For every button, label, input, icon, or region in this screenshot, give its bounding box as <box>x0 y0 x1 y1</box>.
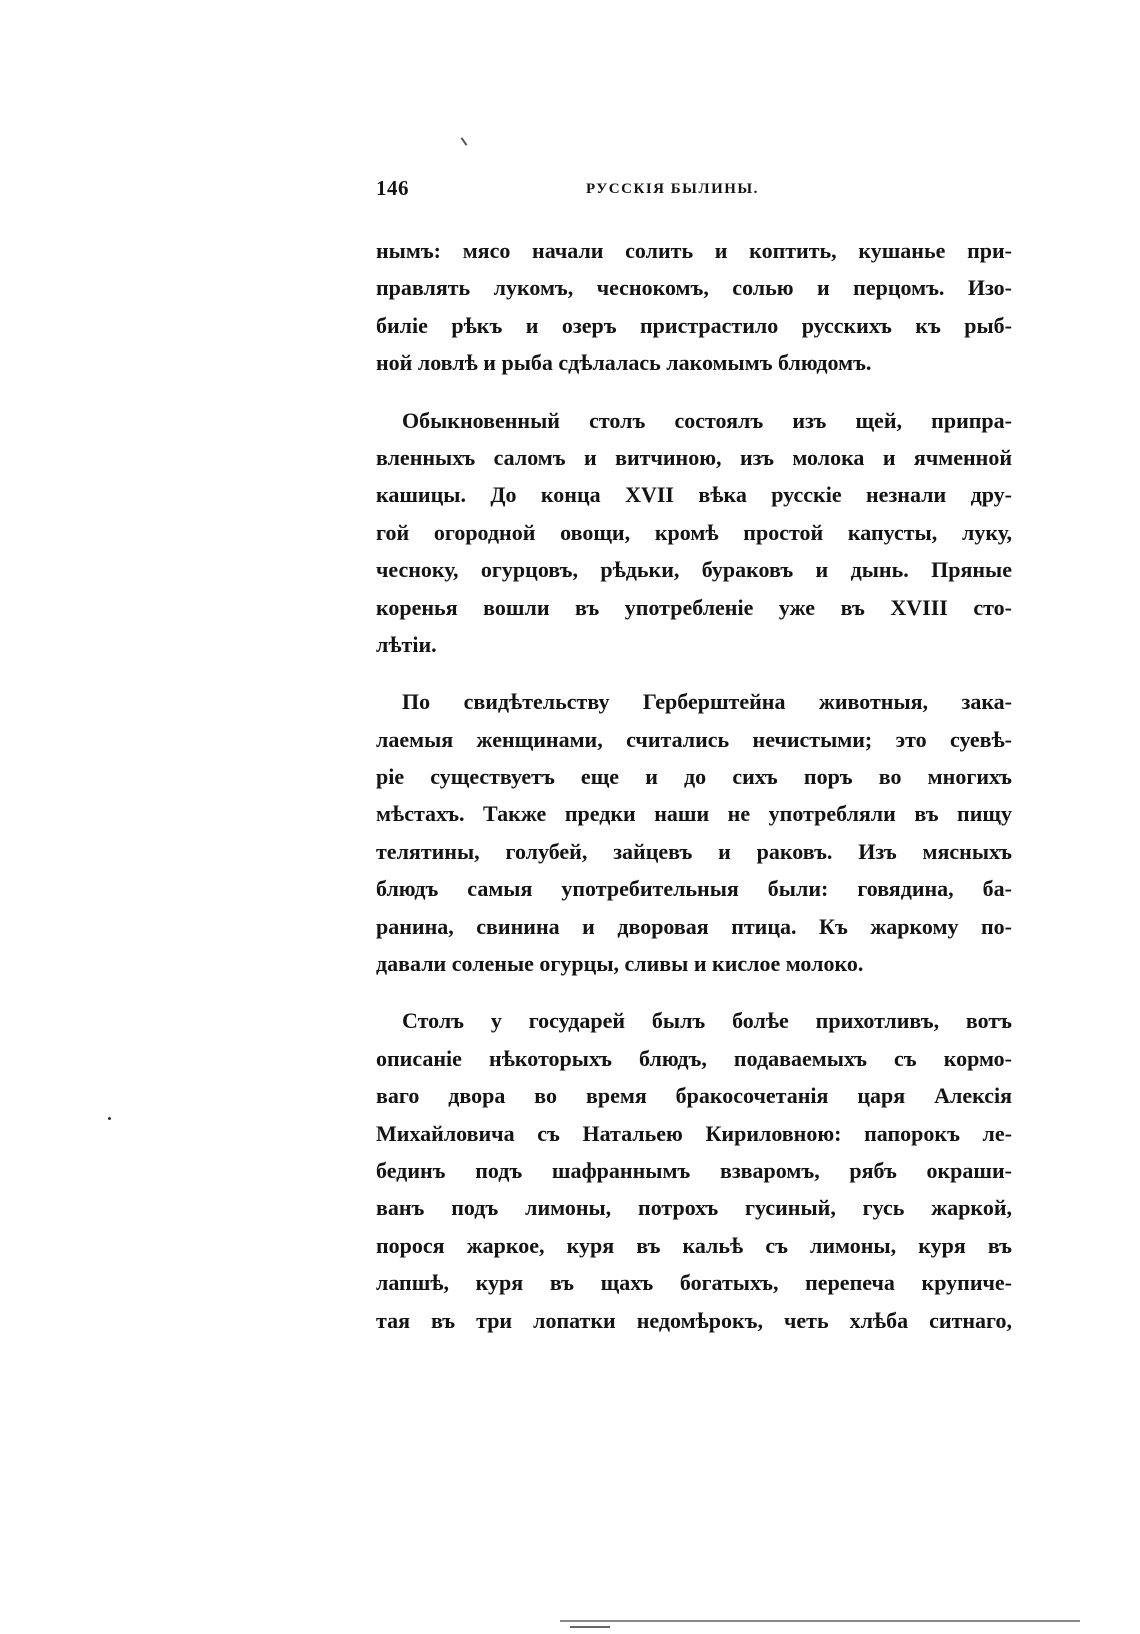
text-line: телятины, голубей, зайцевъ и раковъ. Изъ мясныхъ <box>376 838 1012 864</box>
text-line: Столъ у государей былъ болѣе прихотливъ, вотъ <box>402 1008 1012 1034</box>
body-text <box>376 232 1012 1339</box>
running-head: РУССКІЯ БЫЛИНЫ. <box>586 181 759 197</box>
text-line: ваго двора во время бракосочетанія царя Алексія <box>376 1083 1012 1109</box>
text-line: лапшѣ, куря въ щахъ богатыхъ, перепеча крупиче- <box>376 1270 1012 1296</box>
page-header <box>376 176 1012 206</box>
text-line: порося жаркое, куря въ кальѣ съ лимоны, куря въ <box>376 1232 1012 1258</box>
paragraph <box>376 1002 1012 1339</box>
text-line: давали соленые огурцы, сливы и кислое молоко. <box>376 951 864 977</box>
text-line: чесноку, огурцовъ, рѣдьки, бураковъ и дынь. Пряные <box>376 557 1012 583</box>
text-line: коренья вошли въ употребленіе уже въ XVIII сто- <box>376 594 1012 620</box>
text-line: гой огородной овощи, кромѣ простой капусты, луку, <box>376 519 1012 545</box>
text-line: биліе рѣкъ и озеръ пристрастило русскихъ къ рыб- <box>376 312 1012 338</box>
text-line: описаніе нѣкоторыхъ блюдъ, подаваемыхъ съ кормо- <box>376 1045 1012 1071</box>
text-line: мѣстахъ. Также предки наши не употребляли въ пищу <box>376 801 1012 827</box>
text-line: Михайловича съ Натальею Кириловною: папорокъ ле- <box>376 1120 1012 1146</box>
paragraph <box>376 402 1012 664</box>
text-line: ной ловлѣ и рыба сдѣлалась лакомымъ блюдомъ. <box>376 350 872 376</box>
scan-edge-line <box>560 1620 1080 1622</box>
page-number: 146 <box>376 176 409 200</box>
text-line: По свидѣтельству Герберштейна животныя, зака- <box>402 689 1012 715</box>
text-line: тая въ три лопатки недомѣрокъ, четь хлѣба ситнаго, <box>376 1307 1012 1333</box>
text-line: кашицы. До конца XVII вѣка русскіе незнали дру- <box>376 482 1012 508</box>
scan-speck <box>461 137 468 146</box>
text-line: нымъ: мясо начали солить и коптить, кушанье при- <box>376 238 1012 263</box>
paragraph <box>376 232 1012 382</box>
text-line: блюдъ самыя употребительныя были: говядина, ба- <box>376 876 1012 902</box>
text-line: Обыкновенный столъ состоялъ изъ щей, припра- <box>402 407 1012 433</box>
text-line: ранина, свинина и дворовая птица. Къ жаркому по- <box>376 913 1012 939</box>
text-line: лаемыя женщинами, считались нечистыми; это суевѣ- <box>376 726 1012 752</box>
text-line: бединъ подъ шафраннымъ взваромъ, рябъ окраши- <box>376 1157 1012 1183</box>
paragraph <box>376 683 1012 982</box>
scan-speck <box>108 1117 111 1120</box>
text-line: ріе существуетъ еще и до сихъ поръ во многихъ <box>376 764 1012 790</box>
text-line: правлять лукомъ, чеснокомъ, солью и перцомъ. Изо- <box>376 275 1012 301</box>
text-line: лѣтіи. <box>376 631 437 657</box>
text-line: вленныхъ саломъ и витчиною, изъ молока и ячменной <box>376 444 1012 470</box>
text-line: ванъ подъ лимоны, потрохъ гусиный, гусь жаркой, <box>376 1195 1012 1221</box>
scan-edge-line <box>570 1626 610 1628</box>
